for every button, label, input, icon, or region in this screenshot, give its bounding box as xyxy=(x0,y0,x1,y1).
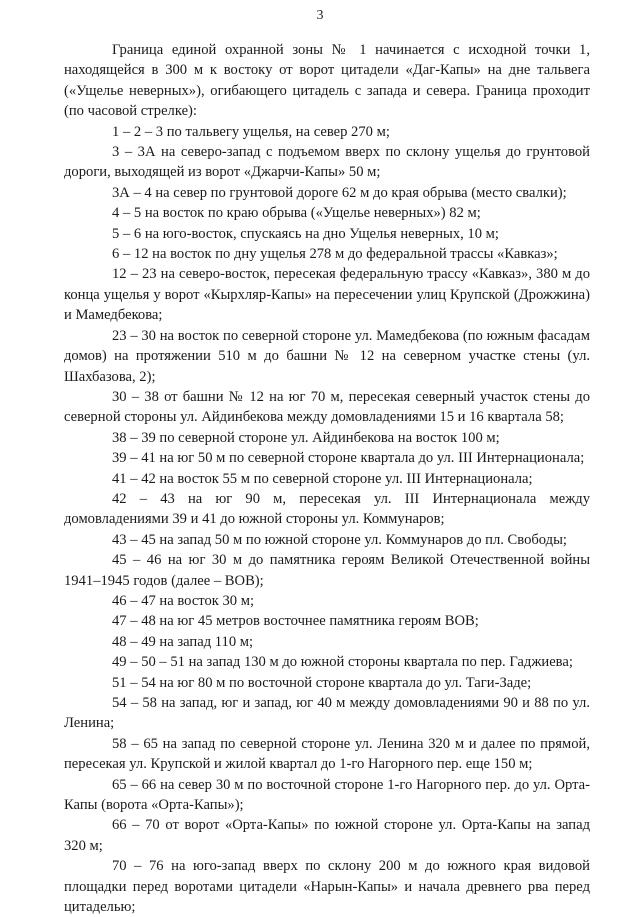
document-body xyxy=(64,40,590,917)
boundary-segment: 3А – 4 на север по грунтовой дороге 62 м до края обрыва (место свалки); xyxy=(112,184,567,201)
boundary-segment: 12 – 23 на северо-восток, пересекая федеральную трассу «Кавказ», 380 м до конца ущелья у ворот «Кырхляр-Капы» на пересечении улиц Крупской (Дрожжина) и Мамедбекова; xyxy=(64,266,590,324)
boundary-segment: 54 – 58 на запад, юг и запад, юг 40 м между домовладениями 90 и 88 по ул. Ленина; xyxy=(64,695,590,732)
boundary-segment: 47 – 48 на юг 45 метров восточнее памятника героям ВОВ; xyxy=(112,613,479,630)
boundary-segment: 42 – 43 на юг 90 м, пересекая ул. III Интернационала между домовладениями 39 и 41 до южной стороны ул. Коммунаров; xyxy=(64,490,590,528)
boundary-segment: 6 – 12 на восток по дну ущелья 278 м до федеральной трассы «Кавказ»; xyxy=(112,246,558,263)
boundary-segment: 51 – 54 на юг 80 м по восточной стороне квартала до ул. Таги-Заде; xyxy=(112,674,532,691)
boundary-segment: 4 – 5 на восток по краю обрыва («Ущелье неверных») 82 м; xyxy=(112,205,481,222)
boundary-segment: 30 – 38 от башни № 12 на юг 70 м, пересекая северный участок стены до северной стороны ул. Айдинбекова между домовладениями 15 и 16 квартала 58; xyxy=(64,388,590,426)
boundary-segment: 39 – 41 на юг 50 м по северной стороне квартала до ул. III Интернационала; xyxy=(112,450,585,467)
boundary-segment: 23 – 30 на восток по северной стороне ул. Мамедбекова (по южным фасадам домов) на протяжении 510 м до башни № 12 на северном участке стены (ул. Шахбазова, 2); xyxy=(64,327,590,385)
boundary-segment: 43 – 45 на запад 50 м по южной стороне ул. Коммунаров до пл. Свободы; xyxy=(112,531,567,548)
boundary-segment: 45 – 46 на юг 30 м до памятника героям Великой Отечественной войны 1941–1945 годов (далее – ВОВ); xyxy=(64,552,590,589)
boundary-segment: 3 – 3А на северо-запад с подъемом вверх по склону ущелья до грунтовой дороги, выходящей из ворот «Джарчи-Капы» 50 м; xyxy=(64,144,590,181)
boundary-segment: 58 – 65 на запад по северной стороне ул. Ленина 320 м и далее по прямой, пересекая ул. Крупской и жилой квартал до 1-го Нагорного пер. еще 150 м; xyxy=(64,735,590,773)
boundary-segment: 49 – 50 – 51 на запад 130 м до южной стороны квартала по пер. Гаджиева; xyxy=(112,654,573,671)
boundary-segment: 65 – 66 на север 30 м по восточной стороне 1-го Нагорного пер. до ул. Орта-Капы (ворота «Орта-Капы»); xyxy=(64,776,590,814)
boundary-segment: 48 – 49 на запад 110 м; xyxy=(112,633,254,650)
boundary-segment: 5 – 6 на юго-восток, спускаясь на дно Ущелья неверных, 10 м; xyxy=(112,225,499,242)
paragraph-intro: Граница единой охранной зоны № 1 начинается с исходной точки 1, находящейся в 300 м к востоку от ворот цитадели «Даг-Капы» на дне тальвега («Ущелье неверных»), огибающего цитадель с запада и севера. Граница проходит (по часовой стрелке): xyxy=(64,42,590,120)
boundary-segment: 46 – 47 на восток 30 м; xyxy=(112,592,255,609)
boundary-segment: 66 – 70 от ворот «Орта-Капы» по южной стороне ул. Орта-Капы на запад 320 м; xyxy=(64,817,590,854)
boundary-segment: 1 – 2 – 3 по тальвегу ущелья, на север 270 м; xyxy=(112,123,390,140)
page-number: 3 xyxy=(316,8,324,23)
boundary-segment: 41 – 42 на восток 55 м по северной стороне ул. III Интернационала; xyxy=(112,470,533,487)
boundary-segment: 38 – 39 по северной стороне ул. Айдинбекова на восток 100 м; xyxy=(112,429,500,446)
boundary-segment: 70 – 76 на юго-запад вверх по склону 200 м до южного края видовой площадки перед воротами цитадели «Нарын-Капы» и начала древнего рва перед цитаделью; xyxy=(64,858,590,916)
